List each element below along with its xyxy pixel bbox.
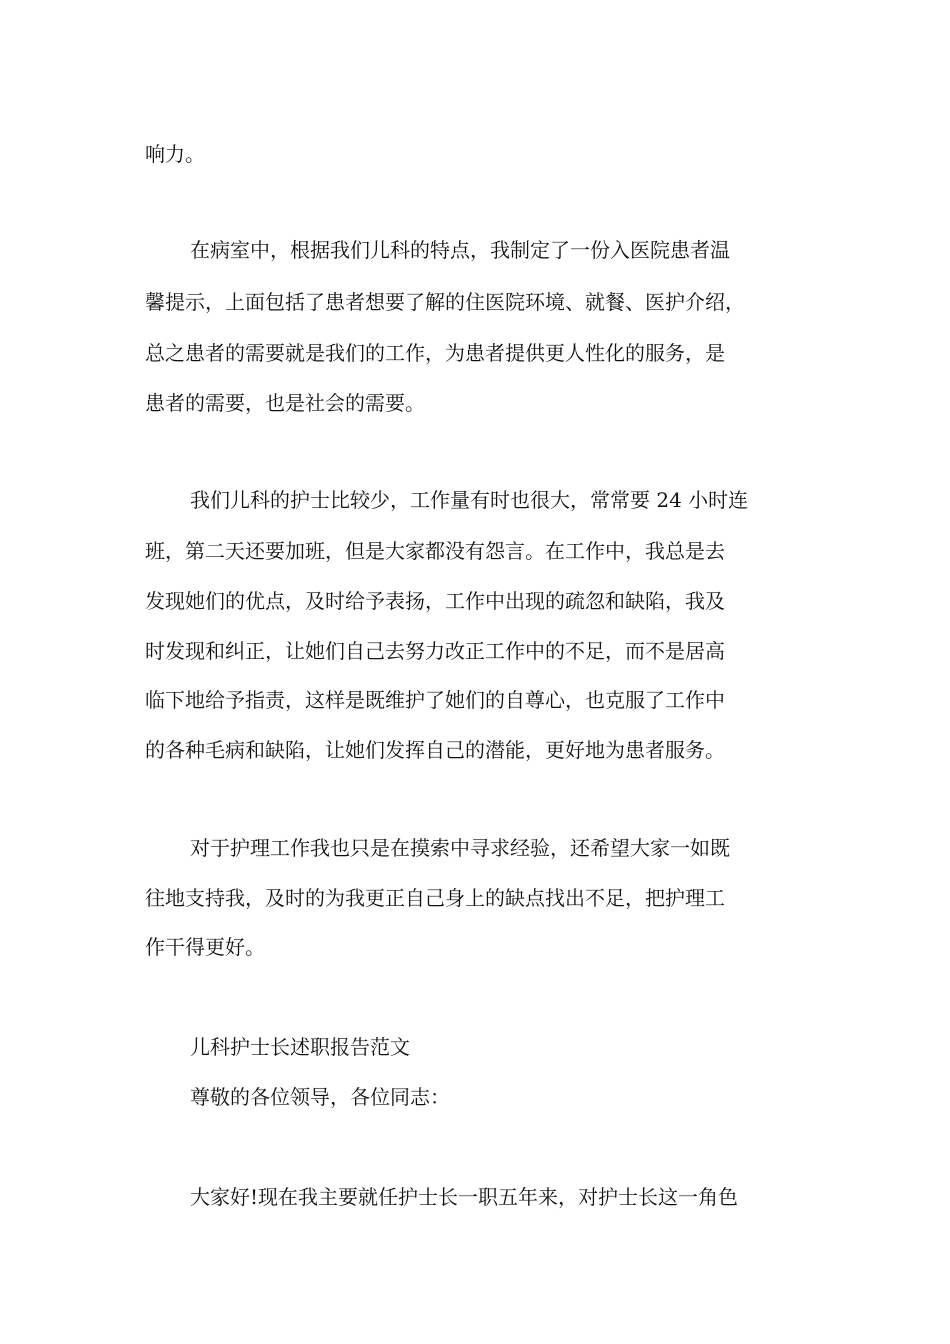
text-line: 患者的需要，也是社会的需要。 [145,391,425,415]
text-line: 我们儿科的护士比较少，工作量有时也很大，常常要 24 小时连 [190,488,749,512]
text-line: 总之患者的需要就是我们的工作，为患者提供更人性化的服务，是 [145,341,725,365]
section-heading: 儿科护士长述职报告范文 [190,1035,410,1059]
text-line: 班，第二天还要加班，但是大家都没有怨言。在工作中，我总是去 [145,539,725,563]
text-line: 响力。 [145,142,205,166]
text-line: 在病室中，根据我们儿科的特点，我制定了一份入医院患者温 [190,238,730,262]
text-line: 往地支持我，及时的为我更正自己身上的缺点找出不足，把护理工 [145,886,725,910]
text-line: 时发现和纠正，让她们自己去努力改正工作中的不足，而不是居高 [145,639,725,663]
text-line: 馨提示，上面包括了患者想要了解的住医院环境、就餐、医护介绍， [145,290,745,314]
text-line: 作干得更好。 [145,935,265,959]
text-line: 对于护理工作我也只是在摸索中寻求经验，还希望大家一如既 [190,836,730,860]
salutation: 尊敬的各位领导，各位同志： [190,1085,450,1109]
text-line: 临下地给予指责，这样是既维护了她们的自尊心，也克服了工作中 [145,688,725,712]
text-line: 发现她们的优点，及时给予表扬，工作中出现的疏忽和缺陷，我及 [145,589,725,613]
text-line: 大家好!现在我主要就任护士长一职五年来，对护士长这一角色 [190,1185,739,1209]
text-line: 的各种毛病和缺陷，让她们发挥自己的潜能，更好地为患者服务。 [145,738,725,762]
